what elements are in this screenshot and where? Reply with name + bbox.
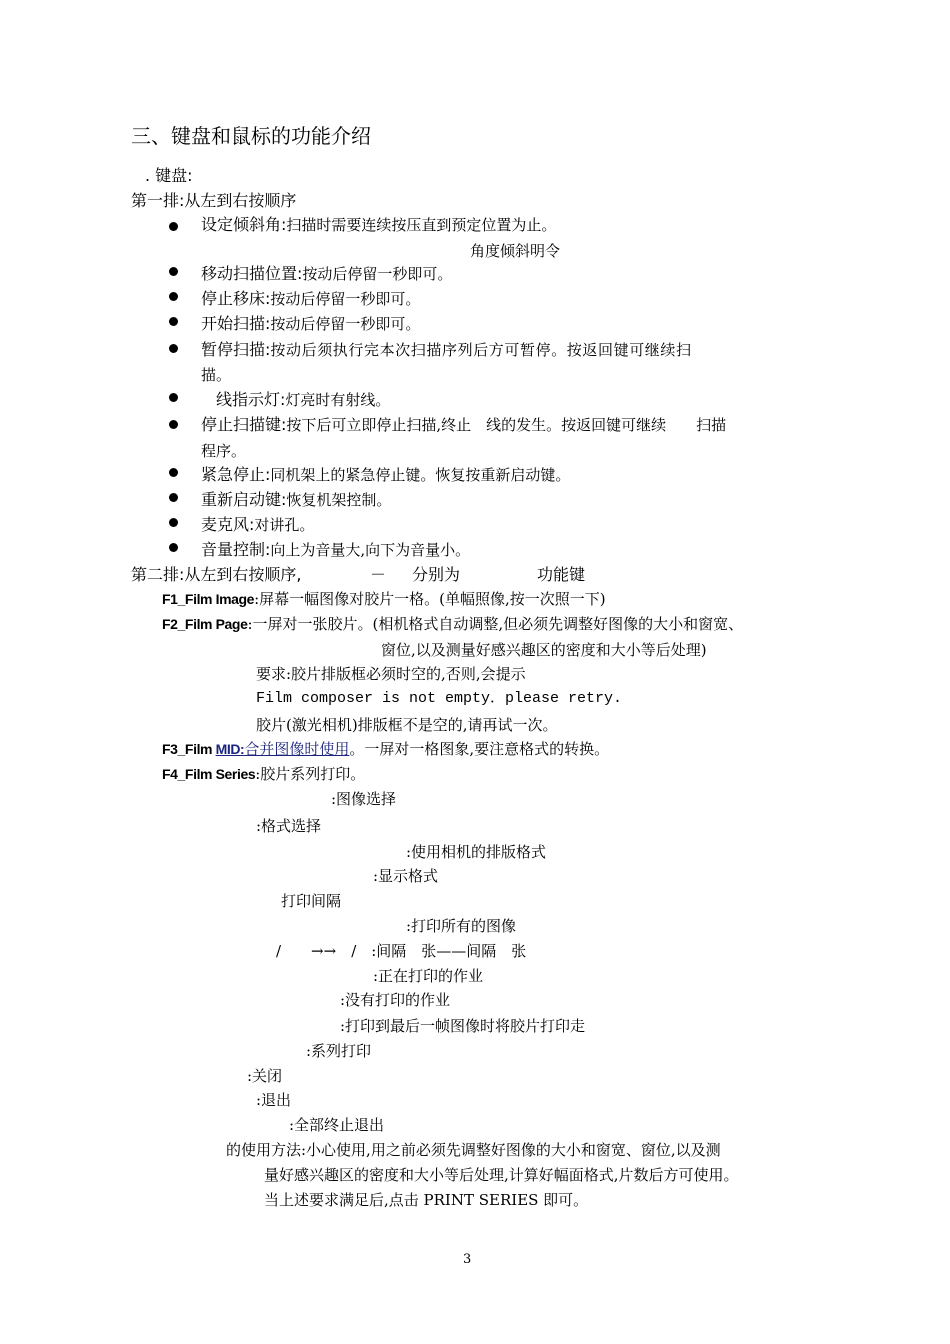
f3-key-link[interactable]: MID: (215, 741, 245, 757)
series-line: :格式选择 (256, 817, 322, 835)
series-line: / →→ / :间隔 张——间隔 张 (276, 942, 527, 960)
item-label: 移动扫描位置: (201, 264, 303, 283)
f1-key: F1_Film Image (162, 591, 255, 607)
list-item (201, 540, 470, 560)
list-item (201, 515, 314, 535)
page-number: 3 (463, 1252, 472, 1267)
bullet-icon (169, 222, 178, 231)
item-label: 紧急停止: (201, 465, 271, 484)
f3-key: F3_Film (162, 741, 216, 757)
item-label: 麦克风: (201, 515, 255, 534)
bullet-icon (169, 344, 178, 353)
series-line: :显示格式 (373, 867, 439, 885)
bullet-icon (169, 267, 178, 276)
list-item (201, 314, 420, 334)
item-desc: 向上为音量大,向下为音量小。 (270, 541, 471, 559)
list-item (201, 215, 556, 235)
item-desc: 同机架上的紧急停止键。恢复按重新启动键。 (270, 466, 571, 484)
series-line: :没有打印的作业 (340, 991, 451, 1009)
item-desc: 按动后停留一秒即可。 (302, 265, 453, 283)
item-desc: 灯亮时有射线。 (285, 391, 391, 409)
bullet-icon (169, 543, 178, 552)
item-desc: 对讲孔。 (254, 516, 315, 534)
series-line: :关闭 (247, 1067, 283, 1085)
bullet-icon (169, 493, 178, 502)
f2-requirement: 要求:胶片排版框必须时空的,否则,会提示 (256, 665, 526, 683)
f2-line (162, 614, 743, 634)
series-line: 打印间隔 (281, 892, 342, 910)
f4-text: :胶片系列打印。 (255, 765, 366, 783)
bullet-icon (169, 317, 178, 326)
item-label: 停止移床: (201, 289, 271, 308)
f3-line (162, 739, 609, 759)
series-line: :打印到最后一帧图像时将胶片打印走 (340, 1017, 586, 1035)
item-desc: 按动后须执行完本次扫描序列后方可暂停。按返回键可继续扫 (270, 341, 692, 359)
f4-line (162, 764, 365, 784)
bullet-icon (169, 292, 178, 301)
series-line: :打印所有的图像 (406, 917, 517, 935)
f4-key: F4_Film Series (162, 766, 256, 782)
row2-header: 第二排:从左到右按顺序, (131, 565, 302, 584)
f1-text: 屏幕一幅图像对胶片一格。(单幅照像,按一次照一下) (259, 590, 606, 608)
list-item (201, 415, 726, 435)
usage-line: 的使用方法:小心使用,用之前必须先调整好图像的大小和窗宽、窗位,以及测 (226, 1141, 721, 1159)
f2-key: F2_Film Page (162, 616, 248, 632)
item-desc: 按下后可立即停止扫描,终止 线的发生。按返回键可继续 扫描 (286, 416, 727, 434)
f2-message: Film composer is not empty．please retry. (256, 690, 623, 707)
item-continuation: 描。 (201, 366, 232, 384)
bullet-icon (169, 393, 178, 402)
list-item (201, 264, 452, 284)
series-line: :系列打印 (306, 1042, 372, 1060)
item-desc: 扫描时需要连续按压直到预定位置为止。 (286, 216, 557, 234)
row2-label: 分别为 (412, 565, 461, 584)
f2-sep: : (247, 615, 253, 633)
item-desc: 恢复机架控制。 (286, 491, 392, 509)
section-title: 三、键盘和鼠标的功能介绍 (131, 124, 371, 148)
usage-line: 当上述要求满足后,点击 PRINT SERIES 即可。 (264, 1191, 589, 1209)
usage-line: 量好感兴趣区的密度和大小等后处理,计算好幅面格式,片数后方可使用。 (264, 1166, 739, 1184)
item-label: 重新启动键: (201, 490, 287, 509)
f1-line (162, 589, 606, 609)
series-line: :使用相机的排版格式 (406, 843, 547, 861)
list-item (201, 465, 570, 485)
list-item (201, 289, 420, 309)
keyboard-label: . 键盘: (145, 166, 193, 185)
f2-text: 一屏对一张胶片。(相机格式自动调整,但必须先调整好图像的大小和窗宽、 (252, 615, 744, 633)
list-item (201, 490, 391, 510)
series-line: :图像选择 (331, 790, 397, 808)
item-label: 暂停扫描: (201, 340, 271, 359)
item-label: 开始扫描: (201, 314, 271, 333)
item-desc: 按动后停留一秒即可。 (270, 290, 421, 308)
f3-link[interactable]: 合并图像时使用 (244, 740, 350, 758)
bullet-icon (169, 420, 178, 429)
row1-header: 第一排:从左到右按顺序 (131, 191, 297, 210)
f2-text-cont: 窗位,以及测量好感兴趣区的密度和大小等后处理) (381, 641, 707, 659)
item-continuation: 程序。 (201, 442, 247, 460)
item-desc: 按动后停留一秒即可。 (270, 315, 421, 333)
list-item (201, 340, 692, 360)
item-label: 线指示灯: (216, 390, 286, 409)
bullet-icon (169, 518, 178, 527)
item-extra: 角度倾斜明令 (470, 242, 561, 260)
row2-function-keys: 功能键 (537, 565, 586, 584)
series-line: :全部终止退出 (289, 1116, 385, 1134)
series-line: :正在打印的作业 (373, 967, 484, 985)
bullet-icon (169, 468, 178, 477)
f3-text: 。一屏对一格图象,要注意格式的转换。 (349, 740, 610, 758)
series-line: :退出 (256, 1091, 292, 1109)
row2-dash: － (370, 565, 387, 584)
f2-message-cn: 胶片(激光相机)排版框不是空的,请再试一次。 (256, 716, 558, 734)
item-label: 音量控制: (201, 540, 271, 559)
item-label: 设定倾斜角: (201, 215, 287, 234)
item-label: 停止扫描键: (201, 415, 287, 434)
list-item (216, 390, 390, 410)
f1-sep: : (254, 590, 260, 608)
